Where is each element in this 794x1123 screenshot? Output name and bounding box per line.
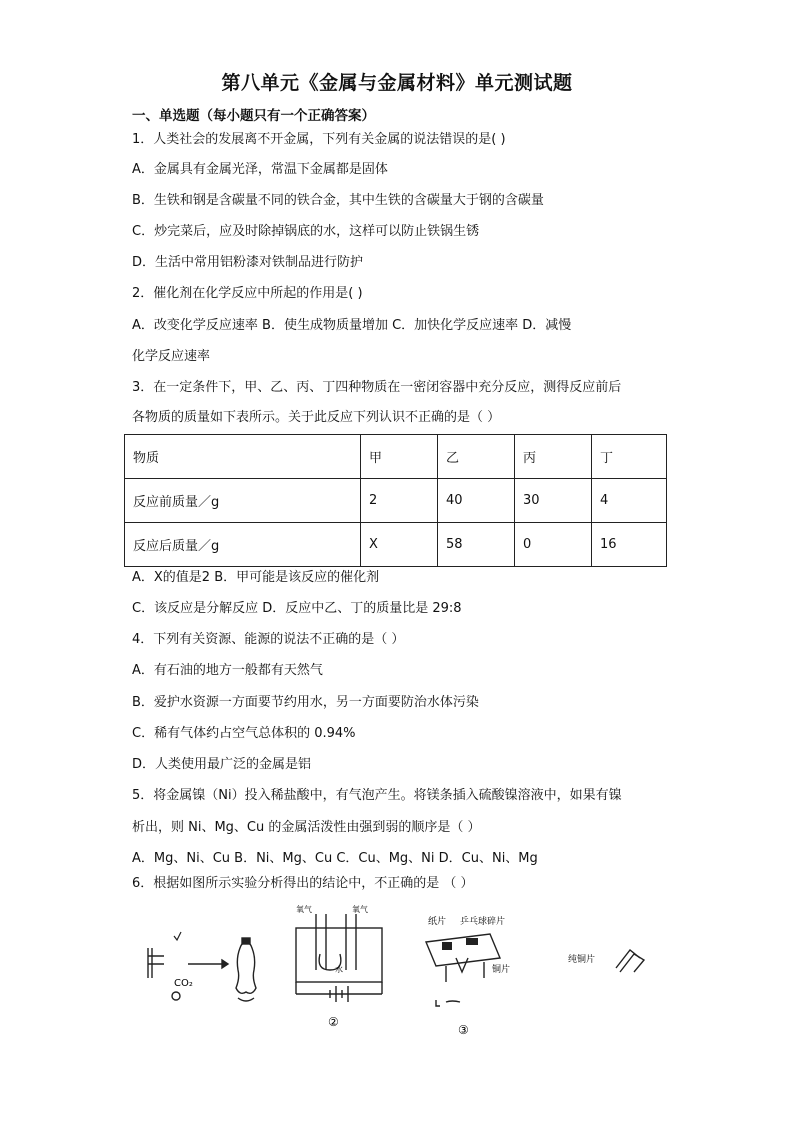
q5-options: A．Mg、Ni、Cu B．Ni、Mg、Cu C．Cu、Mg、Ni D．Cu、Ni、Mg [132, 851, 538, 866]
section-heading: 一、单选题（每小题只有一个正确答案） [132, 108, 375, 124]
q1-option-b: B．生铁和钢是含碳量不同的铁合金，其中生铁的含碳量大于钢的含碳量 [132, 193, 544, 208]
q1-option-c: C．炒完菜后，应及时除掉锅底的水，这样可以防止铁锅生锈 [132, 224, 480, 239]
q2-options-cont: 化学反应速率 [132, 349, 211, 364]
q4-option-c: C．稀有气体约占空气总体积的 0.94% [132, 726, 356, 741]
experiment-3-label: ③ [458, 1023, 469, 1037]
question-4: 4．下列有关资源、能源的说法不正确的是（ ） [132, 632, 405, 647]
paper-label: 纸片 [428, 917, 447, 927]
q2-options: A．改变化学反应速率 B．使生成物质量增加 C．加快化学反应速率 D．减慢 [132, 318, 572, 333]
experiment-2-label: ② [328, 1015, 339, 1029]
table-cell: 40 [438, 479, 515, 523]
table-header-cell: 物质 [125, 435, 361, 479]
table-cell: 58 [438, 523, 515, 567]
table-header-row [125, 435, 667, 479]
experiment-figure [130, 898, 670, 1048]
copper-sheet-label: 铜片 [492, 965, 511, 975]
q4-option-a: A．有石油的地方一般都有天然气 [132, 663, 323, 678]
table-cell: 30 [515, 479, 592, 523]
question-5: 5．将金属镍（Ni）投入稀盐酸中，有气泡产生。将镁条插入硫酸镍溶液中，如果有镍 [132, 788, 622, 803]
table-cell: X [361, 523, 438, 567]
q1-option-a: A．金属具有金属光泽，常温下金属都是固体 [132, 162, 388, 177]
table-cell: 4 [592, 479, 667, 523]
table-cell: 16 [592, 523, 667, 567]
table-cell: 反应后质量／g [125, 523, 361, 567]
q3-options-cd: C．该反应是分解反应 D．反应中乙、丁的质量比是 29:8 [132, 601, 462, 616]
water-label: 水 [335, 965, 343, 974]
experiment-2-drawing [296, 914, 382, 1002]
table-row [125, 523, 667, 567]
mass-table [124, 434, 667, 567]
experiment-3-drawing [426, 934, 500, 1006]
table-cell: 0 [515, 523, 592, 567]
electrode-gas-left-label: 氧气 [296, 905, 312, 914]
q1-option-d: D．生活中常用铝粉漆对铁制品进行防护 [132, 255, 364, 270]
electrode-gas-right-label: 氧气 [352, 905, 368, 914]
page-title: 第八单元《金属与金属材料》单元测试题 [221, 72, 573, 94]
co2-label: CO₂ [174, 978, 193, 989]
table-row [125, 479, 667, 523]
pingpong-label: 乒乓球碎片 [460, 917, 506, 927]
question-3: 3．在一定条件下，甲、乙、丙、丁四种物质在一密闭容器中充分反应，测得反应前后 [132, 380, 622, 395]
q4-option-d: D．人类使用最广泛的金属是铝 [132, 757, 312, 772]
question-2: 2．催化剂在化学反应中所起的作用是( ) [132, 286, 363, 301]
table-header-cell: 丁 [592, 435, 667, 479]
question-5-cont: 析出，则 Ni、Mg、Cu 的金属活泼性由强到弱的顺序是（ ） [132, 820, 481, 835]
question-1: 1．人类社会的发展离不开金属，下列有关金属的说法错误的是( ) [132, 132, 506, 147]
pure-copper-label: 纯铜片 [568, 955, 596, 965]
table-cell: 反应前质量／g [125, 479, 361, 523]
q3-options-ab: A．X的值是2 B．甲可能是该反应的催化剂 [132, 570, 380, 585]
table-header-cell: 乙 [438, 435, 515, 479]
question-6: 6．根据如图所示实验分析得出的结论中，不正确的是 （ ） [132, 876, 474, 891]
q4-option-b: B．爱护水资源一方面要节约用水，另一方面要防治水体污染 [132, 695, 479, 710]
experiment-1-drawing [148, 932, 256, 1001]
question-3-cont: 各物质的质量如下表所示。关于此反应下列认识不正确的是（ ） [132, 410, 501, 425]
table-header-cell: 丙 [515, 435, 592, 479]
table-cell: 2 [361, 479, 438, 523]
experiment-4-drawing [616, 950, 644, 972]
table-header-cell: 甲 [361, 435, 438, 479]
